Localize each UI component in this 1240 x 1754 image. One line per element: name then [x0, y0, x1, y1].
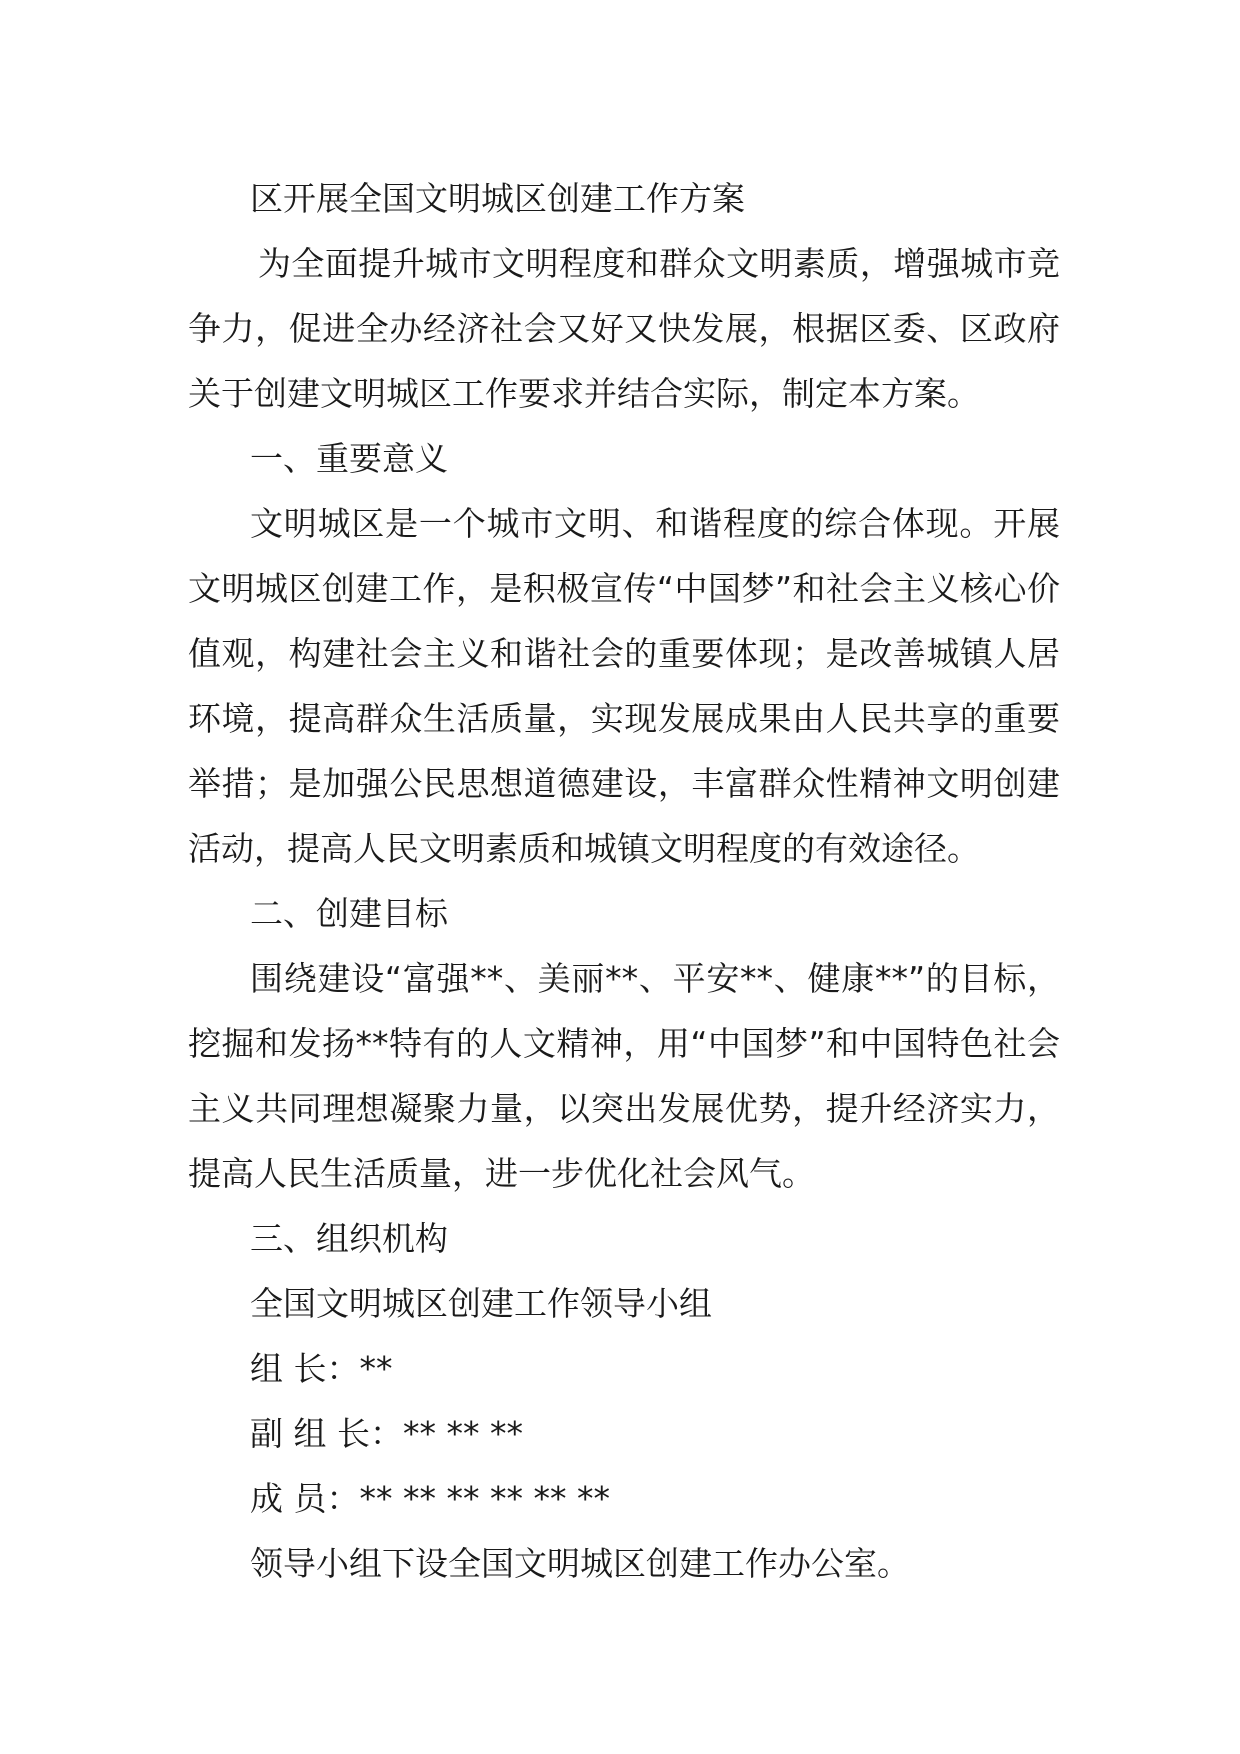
- section-heading-significance: 一、重要意义: [250, 439, 448, 478]
- office-note: 领导小组下设全国文明城区创建工作办公室。: [250, 1544, 910, 1583]
- document-body: [188, 166, 1060, 1596]
- section-heading-organization: 三、组织机构: [250, 1219, 448, 1258]
- leadership-group-name: 全国文明城区创建工作领导小组: [250, 1284, 712, 1323]
- section-heading-goals: 二、创建目标: [250, 894, 448, 933]
- intro-paragraph: 为全面提升城市文明程度和群众文明素质，增强城市竞争力，促进全办经济社会又好又快发展，根据区委、区政府关于创建文明城区工作要求并结合实际，制定本方案。: [188, 244, 1060, 413]
- document-title: 区开展全国文明城区创建工作方案: [250, 179, 745, 218]
- deputy-group-leader: 副 组 长：** ** **: [250, 1414, 523, 1453]
- group-leader: 组 长：**: [250, 1349, 393, 1388]
- section-body-significance: 文明城区是一个城市文明、和谐程度的综合体现。开展文明城区创建工作，是积极宣传“中国梦”和社会主义核心价值观，构建社会主义和谐社会的重要体现；是改善城镇人居环境，提高群众生活质量，实现发展成果由人民共享的重要举措；是加强公民思想道德建设，丰富群众性精神文明创建活动，提高人民文明素质和城镇文明程度的有效途径。: [188, 504, 1060, 868]
- group-members: 成 员：** ** ** ** ** **: [250, 1479, 610, 1518]
- section-body-goals: 围绕建设“富强**、美丽**、平安**、健康**”的目标，挖掘和发扬**特有的人文精神，用“中国梦”和中国特色社会主义共同理想凝聚力量，以突出发展优势，提升经济实力，提高人民生活质量，进一步优化社会风气。: [188, 959, 1060, 1193]
